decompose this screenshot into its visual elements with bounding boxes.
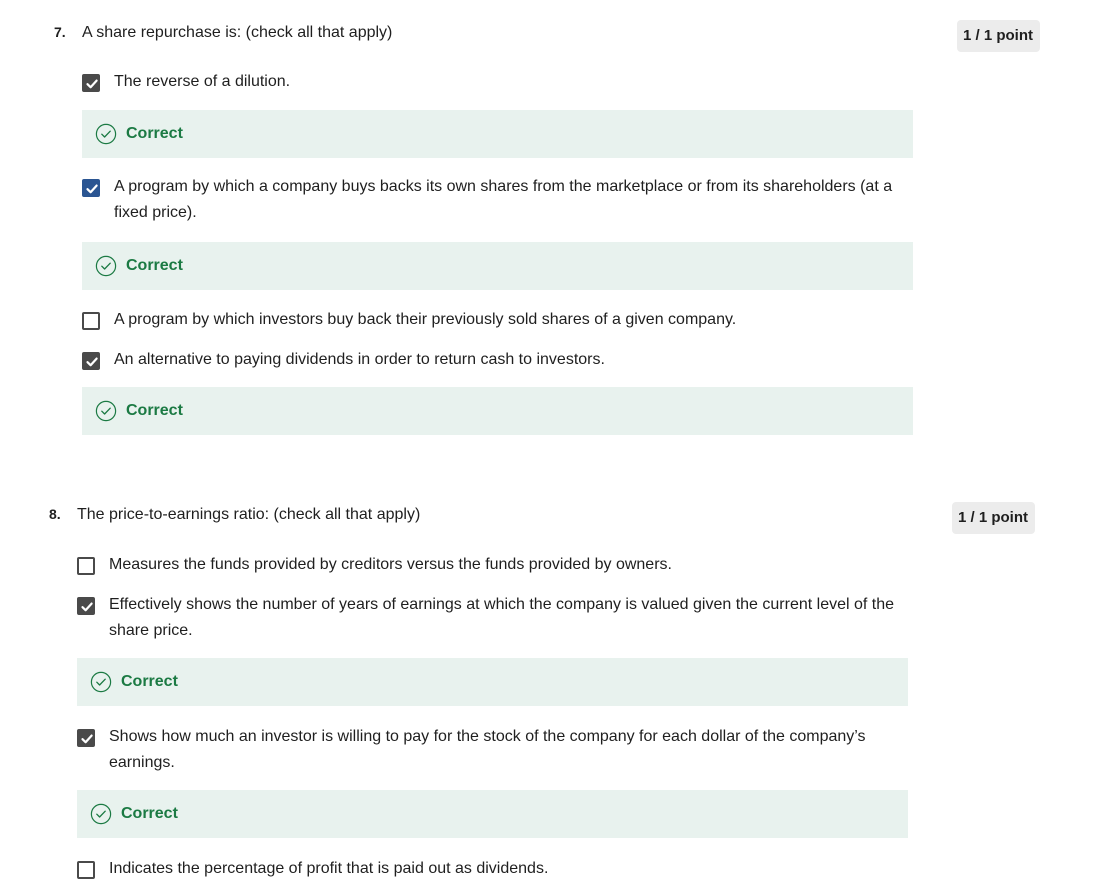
question-title: The price-to-earnings ratio: (check all that apply) [77, 506, 421, 523]
check-circle-icon [95, 400, 117, 422]
checkmark-icon [80, 732, 94, 746]
checkbox-checked[interactable] [77, 597, 95, 615]
feedback-label: Correct [121, 673, 178, 690]
correct-feedback [82, 110, 913, 158]
option-text: An alternative to paying dividends in order to return cash to investors. [114, 351, 605, 368]
feedback-label: Correct [126, 257, 183, 274]
option-text: Shows how much an investor is willing to pay for the stock of the company for each dollar of the company’s earnings. [109, 728, 866, 771]
checkbox-unchecked[interactable] [82, 312, 100, 330]
question-number: 7. [54, 24, 66, 40]
correct-feedback [82, 242, 913, 290]
checkbox-checked[interactable] [82, 179, 100, 197]
option-text: A program by which investors buy back their previously sold shares of a given company. [114, 311, 737, 328]
question-number: 8. [49, 506, 61, 522]
option-text: Indicates the percentage of profit that is paid out as dividends. [109, 860, 549, 877]
checkmark-icon [80, 600, 94, 614]
feedback-label: Correct [126, 125, 183, 142]
correct-feedback [77, 790, 908, 838]
checkmark-icon [85, 182, 99, 196]
correct-feedback [82, 387, 913, 435]
feedback-label: Correct [121, 805, 178, 822]
feedback-label: Correct [126, 402, 183, 419]
check-circle-icon [90, 671, 112, 693]
points-badge: 1 / 1 point [952, 502, 1035, 534]
option-text: Effectively shows the number of years of earnings at which the company is valued given the current level of the share price. [109, 596, 895, 639]
checkbox-checked[interactable] [82, 352, 100, 370]
check-circle-icon [95, 255, 117, 277]
checkbox-checked[interactable] [82, 74, 100, 92]
checkmark-icon [85, 77, 99, 91]
correct-feedback [77, 658, 908, 706]
checkbox-unchecked[interactable] [77, 557, 95, 575]
question-title: A share repurchase is: (check all that apply) [82, 24, 393, 41]
option-text: A program by which a company buys backs its own shares from the marketplace or from its shareholders (at a fixed price). [114, 178, 893, 221]
points-badge: 1 / 1 point [957, 20, 1040, 52]
check-circle-icon [95, 123, 117, 145]
checkmark-icon [85, 355, 99, 369]
checkbox-checked[interactable] [77, 729, 95, 747]
check-circle-icon [90, 803, 112, 825]
option-text: The reverse of a dilution. [114, 73, 291, 90]
checkbox-unchecked[interactable] [77, 861, 95, 879]
option-text: Measures the funds provided by creditors versus the funds provided by owners. [109, 556, 672, 573]
